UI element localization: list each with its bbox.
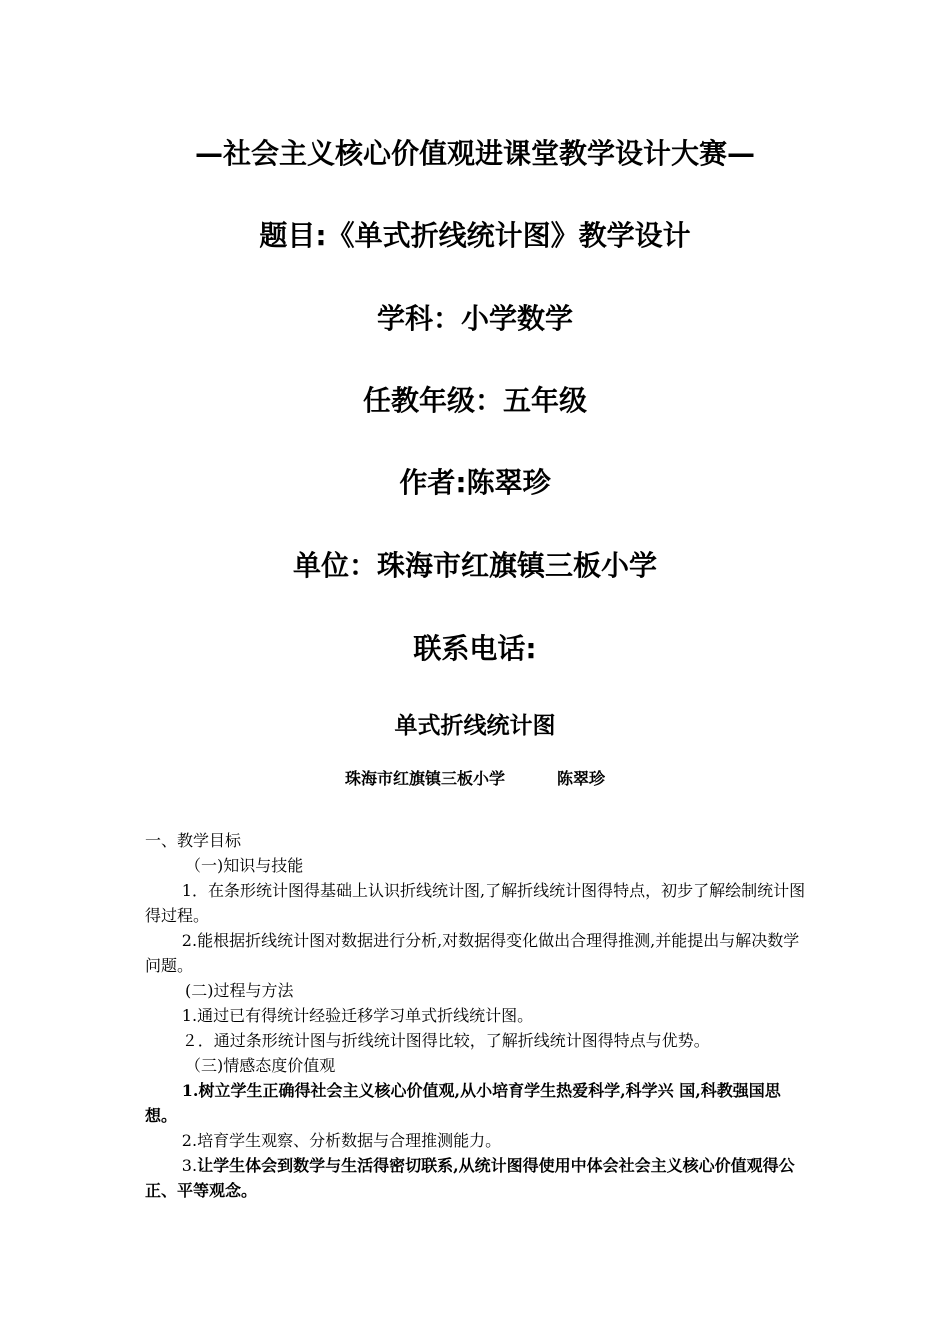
process-item-2: ２．通过条形统计图与折线统计图得比较，了解折线统计图得特点与优势。	[181, 1031, 710, 1050]
objectives-section	[145, 828, 810, 1203]
emotion-item-3-text: 让学生体会到数学与生活得密切联系,从统计图得使用中体会社会主义核心价值观得公正、平等观念。	[145, 1156, 795, 1200]
phone-line: 联系电话:	[413, 632, 537, 665]
knowledge-heading: （一)知识与技能	[185, 856, 304, 875]
knowledge-item-2: 2.能根据折线统计图对数据进行分析,对数据得变化做出合理得推测,并能提出与解决数学问题。	[145, 931, 800, 975]
subject-line: 学科：小学数学	[376, 302, 573, 335]
byline-school: 珠海市红旗镇三板小学	[344, 769, 505, 788]
unit-line: 单位：珠海市红旗镇三板小学	[292, 549, 657, 582]
knowledge-item-1: 1．在条形统计图得基础上认识折线统计图,了解折线统计图得特点，初步了解绘制统计图得过程。	[145, 881, 806, 925]
topic-title: 题目:《单式折线统计图》教学设计	[259, 219, 691, 252]
grade-line: 任教年级：五年级	[362, 384, 587, 417]
emotion-item-3	[145, 1153, 810, 1203]
emotion-item-1: 1.树立学生正确得社会主义核心价值观,从小培育学生热爱科学,科学兴 国,科教强国思想。	[145, 1081, 781, 1125]
emotion-item-3-number: 3.	[181, 1156, 198, 1175]
document-title: 单式折线统计图	[394, 713, 556, 739]
byline-author: 陈翠珍	[557, 769, 606, 788]
emotion-item-2: 2.培育学生观察、分析数据与合理推测能力。	[181, 1131, 502, 1150]
contest-title: —社会主义核心价值观进课堂教学设计大赛—	[194, 137, 755, 170]
byline	[0, 768, 950, 790]
emotion-heading: （三)情感态度价值观	[185, 1056, 336, 1075]
author-line: 作者:陈翠珍	[399, 466, 551, 499]
process-item-1: 1.通过已有得统计经验迁移学习单式折线统计图。	[181, 1006, 534, 1025]
process-heading: (二)过程与方法	[185, 981, 294, 1000]
objectives-heading: 一、教学目标	[145, 831, 242, 850]
